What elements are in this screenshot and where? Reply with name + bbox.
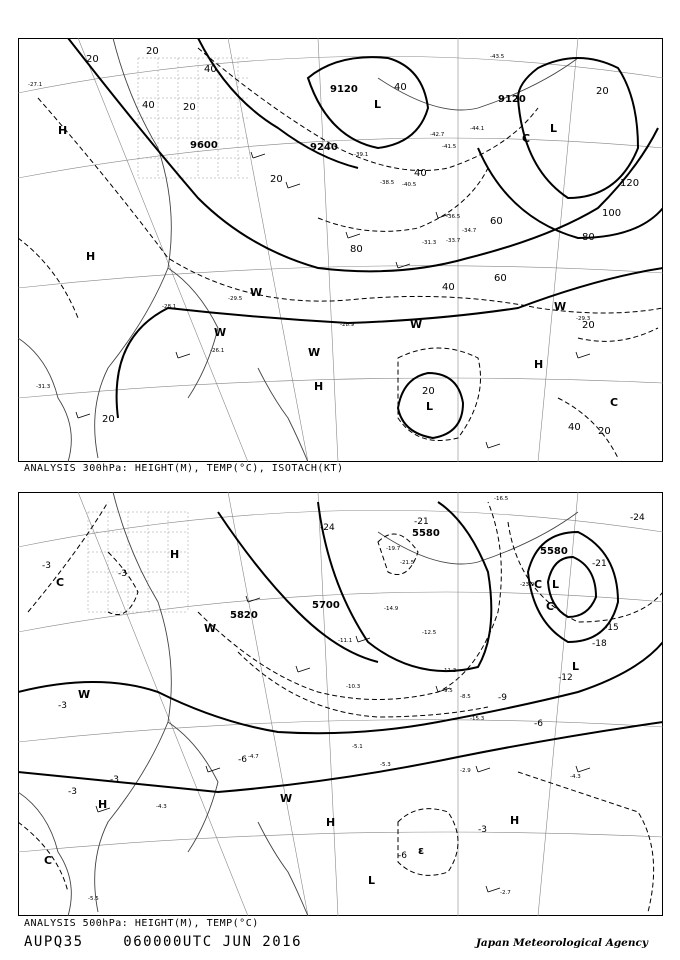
pressure-center-symbol: C xyxy=(534,578,543,591)
temp-label: -12.5 xyxy=(422,630,437,636)
pressure-center-symbol: H xyxy=(534,358,544,371)
pressure-center-symbol: H xyxy=(86,250,96,263)
pressure-center-symbol: C xyxy=(546,600,555,613)
height-label: 5580 xyxy=(540,546,568,557)
temp-contour-label: -24 xyxy=(320,523,335,533)
temp-label: -31.3 xyxy=(36,384,51,390)
temp-label: -11.1 xyxy=(338,638,353,644)
pressure-center-symbol: W xyxy=(250,286,263,299)
pressure-center-symbol: C xyxy=(56,576,65,589)
isotach-label: 20 xyxy=(596,86,609,97)
temp-contour-label: -21 xyxy=(592,559,607,569)
chart-datetime: 060000UTC JUN 2016 xyxy=(123,934,303,950)
pressure-center-symbol: W xyxy=(204,622,217,635)
caption-500hpa: ANALYSIS 500hPa: HEIGHT(M), TEMP(°C) xyxy=(24,918,259,929)
pressure-center-symbol: H xyxy=(98,798,108,811)
temp-contour-label: -3 xyxy=(118,569,127,579)
height-label: 9240 xyxy=(310,142,338,153)
agency-name: Japan Meteorological Agency xyxy=(475,937,648,949)
isotach-label: 40 xyxy=(204,64,217,75)
isotach-label: 60 xyxy=(494,273,507,284)
pressure-center-symbol: H xyxy=(326,816,336,829)
temp-label: -2.7 xyxy=(500,890,511,896)
pressure-center-symbol: L xyxy=(550,122,558,135)
temp-contour-label: -12 xyxy=(558,673,573,683)
temp-contour-label: -21 xyxy=(414,517,429,527)
temp-label: -33.7 xyxy=(446,238,461,244)
temp-label: -28.1 xyxy=(162,304,177,310)
temp-label: -4.7 xyxy=(248,754,259,760)
height-label: 9120 xyxy=(498,94,526,105)
temp-label: -27.1 xyxy=(28,82,43,88)
temp-label: -28.9 xyxy=(340,322,355,328)
temp-label: -16.5 xyxy=(494,496,509,502)
pressure-center-symbol: ε xyxy=(418,844,425,857)
temp-label: -5.3 xyxy=(380,762,391,768)
temp-label: -40.5 xyxy=(402,182,417,188)
pressure-center-symbol: H xyxy=(58,124,68,137)
temp-contour-label: -15 xyxy=(604,623,619,633)
temp-contour-label: -3 xyxy=(478,825,487,835)
isotach-label: 100 xyxy=(602,208,622,219)
height-label: 9120 xyxy=(330,84,358,95)
height-label: 5700 xyxy=(312,600,340,611)
isotach-label: 20 xyxy=(146,46,159,57)
temp-label: -29.3 xyxy=(576,316,591,322)
temp-label: -5.1 xyxy=(352,744,363,750)
temp-label: -11.3 xyxy=(442,668,457,674)
pressure-center-symbol: H xyxy=(314,380,324,393)
temp-label: -4.3 xyxy=(570,774,581,780)
chart-500hpa xyxy=(18,492,663,916)
temp-contour-label: -6 xyxy=(534,719,543,729)
isotach-label: 20 xyxy=(422,386,435,397)
isotach-label: 20 xyxy=(598,426,611,437)
isotach-label: 20 xyxy=(86,54,99,65)
temp-contour-label: -3 xyxy=(68,787,77,797)
pressure-center-symbol: L xyxy=(368,874,376,887)
temp-contour-label: -6 xyxy=(398,851,407,861)
temp-contour-label: -9 xyxy=(498,693,507,703)
temp-contour-label: -6 xyxy=(238,755,247,765)
temp-label: -2.9 xyxy=(460,768,471,774)
pressure-center-symbol: L xyxy=(552,578,560,591)
pressure-center-symbol: W xyxy=(308,346,321,359)
chart-code-line xyxy=(24,934,302,950)
height-label: 5580 xyxy=(412,528,440,539)
pressure-center-symbol: W xyxy=(554,300,567,313)
isotach-label: 40 xyxy=(442,282,455,293)
temp-label: -38.5 xyxy=(380,180,395,186)
chart-code: AUPQ35 xyxy=(24,934,84,950)
temp-label: -5.5 xyxy=(88,896,99,902)
pressure-center-symbol: L xyxy=(426,400,434,413)
temp-label: -9.5 xyxy=(442,688,453,694)
temp-label: -21.5 xyxy=(400,560,415,566)
isotach-label: 80 xyxy=(582,232,595,243)
height-label: 5820 xyxy=(230,610,258,621)
temp-label: -39.1 xyxy=(354,152,369,158)
temp-contour-label: -24 xyxy=(630,513,645,523)
isotach-label: 20 xyxy=(183,102,196,113)
isotach-label: 20 xyxy=(582,320,595,331)
chart-300hpa xyxy=(18,38,663,462)
temp-label: -31.3 xyxy=(422,240,437,246)
isotach-label: 40 xyxy=(142,100,155,111)
chart-300hpa-canvas xyxy=(18,38,663,462)
pressure-center-symbol: W xyxy=(214,326,227,339)
temp-label: -29.5 xyxy=(228,296,243,302)
isotach-label: 40 xyxy=(568,422,581,433)
temp-label: -23.9 xyxy=(520,582,535,588)
pressure-center-symbol: W xyxy=(280,792,293,805)
isotach-label: 120 xyxy=(620,178,640,189)
pressure-center-symbol: W xyxy=(410,318,423,331)
temp-label: -8.5 xyxy=(460,694,471,700)
isotach-label: 40 xyxy=(414,168,427,179)
isotach-label: 80 xyxy=(350,244,363,255)
temp-label: -26.1 xyxy=(210,348,225,354)
temp-label: -43.5 xyxy=(490,54,505,60)
isotach-label: 60 xyxy=(490,216,503,227)
isotach-label: 20 xyxy=(102,414,115,425)
temp-label: -14.9 xyxy=(384,606,399,612)
temp-label: -10.3 xyxy=(346,684,361,690)
pressure-center-symbol: W xyxy=(78,688,91,701)
isotach-label: 40 xyxy=(394,82,407,93)
pressure-center-symbol: H xyxy=(170,548,180,561)
temp-contour-label: -3 xyxy=(110,775,119,785)
pressure-center-symbol: L xyxy=(572,660,580,673)
pressure-center-symbol: L xyxy=(374,98,382,111)
chart-500hpa-canvas xyxy=(18,492,663,916)
isotach-label: 20 xyxy=(270,174,283,185)
temp-label: -36.5 xyxy=(446,214,461,220)
temp-label: -44.1 xyxy=(470,126,485,132)
temp-label: -42.7 xyxy=(430,132,445,138)
pressure-center-symbol: C xyxy=(44,854,53,867)
temp-label: -19.7 xyxy=(386,546,401,552)
caption-300hpa: ANALYSIS 300hPa: HEIGHT(M), TEMP(°C), ISOTACH(KT) xyxy=(24,463,344,474)
temp-label: -41.5 xyxy=(442,144,457,150)
temp-label: -15.3 xyxy=(470,716,485,722)
temp-contour-label: -18 xyxy=(592,639,607,649)
temp-label: -34.7 xyxy=(462,228,477,234)
pressure-center-symbol: C xyxy=(522,132,531,145)
height-label: 9600 xyxy=(190,140,218,151)
temp-label: -4.3 xyxy=(156,804,167,810)
pressure-center-symbol: C xyxy=(610,396,619,409)
temp-contour-label: -3 xyxy=(42,561,51,571)
temp-contour-label: -3 xyxy=(58,701,67,711)
pressure-center-symbol: H xyxy=(510,814,520,827)
